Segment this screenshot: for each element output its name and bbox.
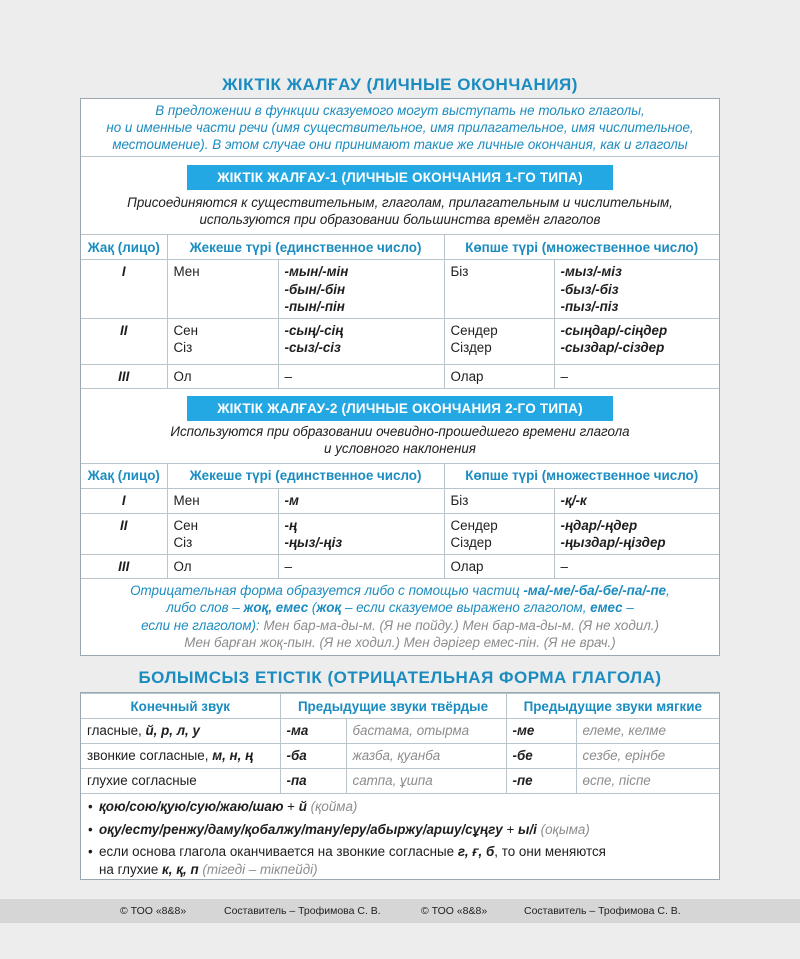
person-cell: I xyxy=(81,260,167,319)
note-particles: -ма/-ме/-ба/-бе/-па/-пе xyxy=(523,582,667,598)
type1-description xyxy=(81,194,719,234)
intro-line: В предложении в функции сказуемого могут выступать не только глаголы, xyxy=(155,103,645,118)
header-singular: Жекеше түрі (единственное число) xyxy=(167,463,444,488)
final-sound-cell xyxy=(81,744,280,769)
note-text: либо слов – xyxy=(166,600,244,615)
desc-line: Используются при образовании очевидно-прошедшего времени глагола xyxy=(170,423,630,439)
rule-text: на глухие xyxy=(99,861,163,877)
list-item xyxy=(87,821,713,839)
pronoun-cell xyxy=(444,513,554,554)
type1-table xyxy=(81,234,719,389)
list-item xyxy=(87,798,713,816)
header-final-sound: Конечный звук xyxy=(81,694,280,719)
final-sound-letters: м, н, ң xyxy=(212,748,254,764)
header-plural: Көпше түрі (множественное число) xyxy=(444,235,719,260)
final-sound: звонкие согласные, xyxy=(87,748,213,764)
table-row xyxy=(81,744,719,769)
final-sound: гласные, xyxy=(87,723,146,739)
rule-example: (тігеді – тікпейді) xyxy=(198,861,318,877)
compiler: Составитель – Трофимова С. В. xyxy=(224,905,381,917)
person-cell: III xyxy=(81,364,167,388)
negative-form-panel xyxy=(80,692,720,880)
type2-table xyxy=(81,463,719,579)
table-row xyxy=(81,488,719,513)
ending: -сыз/-сіз xyxy=(284,340,341,355)
pronoun-cell: Олар xyxy=(444,554,554,578)
section-title-personal-endings: ЖІКТІК ЖАЛҒАУ (ЛИЧНЫЕ ОКОНЧАНИЯ) xyxy=(222,75,578,94)
ending-cell xyxy=(278,513,444,554)
ending: -сыздар/-сіздер xyxy=(560,340,665,355)
pronoun: Біз xyxy=(450,264,469,279)
pronoun-cell xyxy=(444,318,554,364)
rule-text: если основа глагола оканчивается на звонкие согласные xyxy=(99,844,458,859)
example-cell: өспе, піспе xyxy=(576,769,719,794)
table-row xyxy=(81,513,719,554)
header-singular: Жекеше түрі (единственное число) xyxy=(167,235,444,260)
pronoun: Сендер xyxy=(450,517,498,533)
voiceless-letters: к, қ, п xyxy=(162,861,199,877)
note-text: – xyxy=(622,600,634,615)
final-sound-letters: й, р, л, у xyxy=(145,723,200,739)
ending: -ңыздар/-ңіздер xyxy=(560,535,666,550)
pronoun-cell: Ол xyxy=(167,554,278,578)
ending-cell: -қ/-к xyxy=(554,488,719,513)
table-row xyxy=(81,318,719,364)
header-hard: Предыдущие звуки твёрдые xyxy=(280,694,506,719)
rule-example: (қойма) xyxy=(306,799,358,814)
note-words: жоқ, емес xyxy=(243,600,309,615)
suffix-cell: -ме xyxy=(506,719,576,744)
ending: -ңыз/-ңіз xyxy=(284,535,343,550)
desc-line: и условного наклонения xyxy=(324,440,476,456)
pronoun: Сіз xyxy=(173,340,193,355)
verb-stems: оқу/есту/ренжу/даму/қобалжу/тану/еру/абыржу/аршу/сұңгу xyxy=(99,821,503,837)
pronoun: Сіздер xyxy=(450,340,492,355)
pronoun: Сіз xyxy=(173,535,193,550)
ending-cell xyxy=(278,318,444,364)
copyright: © ТОО «8&8» xyxy=(120,905,187,917)
ending-cell: -м xyxy=(278,488,444,513)
table-row xyxy=(81,554,719,578)
note-text: если не глаголом): xyxy=(141,617,264,633)
ending-cell: – xyxy=(278,364,444,388)
rule-example: (оқыма) xyxy=(536,821,590,837)
suffix-cell: -ба xyxy=(280,744,346,769)
ending-cell xyxy=(554,260,719,319)
ending: -ң xyxy=(284,517,298,533)
personal-endings-panel xyxy=(80,98,720,656)
example-cell: сатпа, ұшпа xyxy=(346,769,506,794)
pronoun: Мен xyxy=(173,264,200,279)
pronoun: Сендер xyxy=(450,322,498,338)
example-cell: жазба, қуанба xyxy=(346,744,506,769)
note-example: Мен барған жоқ-пын. (Я не ходил.) Мен дәрігер емес-пін. (Я не врач.) xyxy=(184,635,616,650)
ending: -сың/-сің xyxy=(284,322,344,338)
final-sound: глухие согласные xyxy=(87,773,197,789)
note-word: жоқ xyxy=(316,600,342,615)
negation-note xyxy=(81,579,719,655)
ending-cell: – xyxy=(554,364,719,388)
rule-text: , то они меняются xyxy=(494,844,606,859)
pronoun-cell: Олар xyxy=(444,364,554,388)
ending: -быз/-біз xyxy=(560,281,619,297)
ending: -пын/-пін xyxy=(284,299,345,314)
note-word: емес xyxy=(590,600,623,615)
pronoun-cell: Мен xyxy=(167,488,278,513)
header-soft: Предыдущие звуки мягкие xyxy=(506,694,719,719)
table-row xyxy=(81,719,719,744)
note-text: Отрицательная форма образуется либо с помощью частиц xyxy=(130,582,524,598)
pronoun-cell: Ол xyxy=(167,364,278,388)
suffix-cell: -па xyxy=(280,769,346,794)
header-person: Жақ (лицо) xyxy=(81,235,167,260)
note-text: ( xyxy=(308,600,317,615)
intro-line: но и именные части речи (имя существительное, имя прилагательное, имя числительное, xyxy=(106,120,694,135)
rules-list xyxy=(81,794,719,882)
pronoun-cell: Біз xyxy=(444,488,554,513)
ending: -мын/-мін xyxy=(284,264,349,279)
pronoun-cell xyxy=(167,260,278,319)
plus-sign: + xyxy=(283,799,299,814)
ending: -мыз/-міз xyxy=(560,264,622,279)
ending-cell xyxy=(278,260,444,319)
table-row xyxy=(81,769,719,794)
ending-cell xyxy=(554,318,719,364)
type2-description xyxy=(81,423,719,463)
insert-letter: ы/і xyxy=(518,821,537,837)
final-sound-cell xyxy=(81,719,280,744)
person-cell: III xyxy=(81,554,167,578)
copyright: © ТОО «8&8» xyxy=(421,905,488,917)
pronoun-cell xyxy=(167,513,278,554)
person-cell: I xyxy=(81,488,167,513)
type2-band: ЖІКТІК ЖАЛҒАУ-2 (ЛИЧНЫЕ ОКОНЧАНИЯ 2-ГО ТИПА) xyxy=(187,396,613,421)
ending-cell: – xyxy=(278,554,444,578)
pronoun-cell xyxy=(444,260,554,319)
intro-line: местоимение). В этом случае они принимают такие же личные окончания, как и глаголы xyxy=(112,137,688,152)
note-text: – если сказуемое выражено глаголом, xyxy=(341,600,591,615)
example-cell: елеме, келме xyxy=(576,719,719,744)
pronoun: Сіздер xyxy=(450,535,492,550)
example-cell: сезбе, ерінбе xyxy=(576,744,719,769)
list-item xyxy=(87,843,713,878)
ending: -пыз/-піз xyxy=(560,299,619,314)
pronoun: Сен xyxy=(173,517,199,533)
person-cell: II xyxy=(81,513,167,554)
suffix-cell: -ма xyxy=(280,719,346,744)
ending-cell: – xyxy=(554,554,719,578)
example-cell: бастама, отырма xyxy=(346,719,506,744)
final-sound-cell xyxy=(81,769,280,794)
voiced-letters: г, ғ, б xyxy=(457,844,495,859)
desc-line: используются при образовании большинства времён глаголов xyxy=(199,212,601,227)
footer xyxy=(0,899,800,923)
ending: -сыңдар/-сіңдер xyxy=(560,322,668,338)
suffix-cell: -пе xyxy=(506,769,576,794)
plus-sign: + xyxy=(502,821,518,837)
table-row xyxy=(81,364,719,388)
pronoun-cell xyxy=(167,318,278,364)
verb-stems: қою/сою/қую/сую/жаю/шаю xyxy=(99,799,284,814)
ending-cell xyxy=(554,513,719,554)
insert-letter: й xyxy=(298,799,307,814)
intro-text xyxy=(81,99,719,157)
negative-form-table xyxy=(81,693,719,794)
note-text: , xyxy=(666,582,670,598)
type1-band: ЖІКТІК ЖАЛҒАУ-1 (ЛИЧНЫЕ ОКОНЧАНИЯ 1-ГО ТИПА) xyxy=(187,165,613,190)
compiler: Составитель – Трофимова С. В. xyxy=(524,905,681,917)
pronoun: Сен xyxy=(173,322,199,338)
desc-line: Присоединяются к существительным, глаголам, прилагательным и числительным, xyxy=(127,195,673,210)
section-title-negative-form: БОЛЫМСЫЗ ЕТІСТІК (ОТРИЦАТЕЛЬНАЯ ФОРМА ГЛАГОЛА) xyxy=(138,668,662,687)
table-row xyxy=(81,260,719,319)
header-plural: Көпше түрі (множественное число) xyxy=(444,463,719,488)
note-example: Мен бар-ма-ды-м. (Я не пойду.) Мен бар-ма-ды-м. (Я не ходил.) xyxy=(263,617,659,633)
ending: -ңдар/-ңдер xyxy=(560,517,638,533)
suffix-cell: -бе xyxy=(506,744,576,769)
header-person: Жақ (лицо) xyxy=(81,463,167,488)
ending: -бын/-бін xyxy=(284,281,346,297)
person-cell: II xyxy=(81,318,167,364)
